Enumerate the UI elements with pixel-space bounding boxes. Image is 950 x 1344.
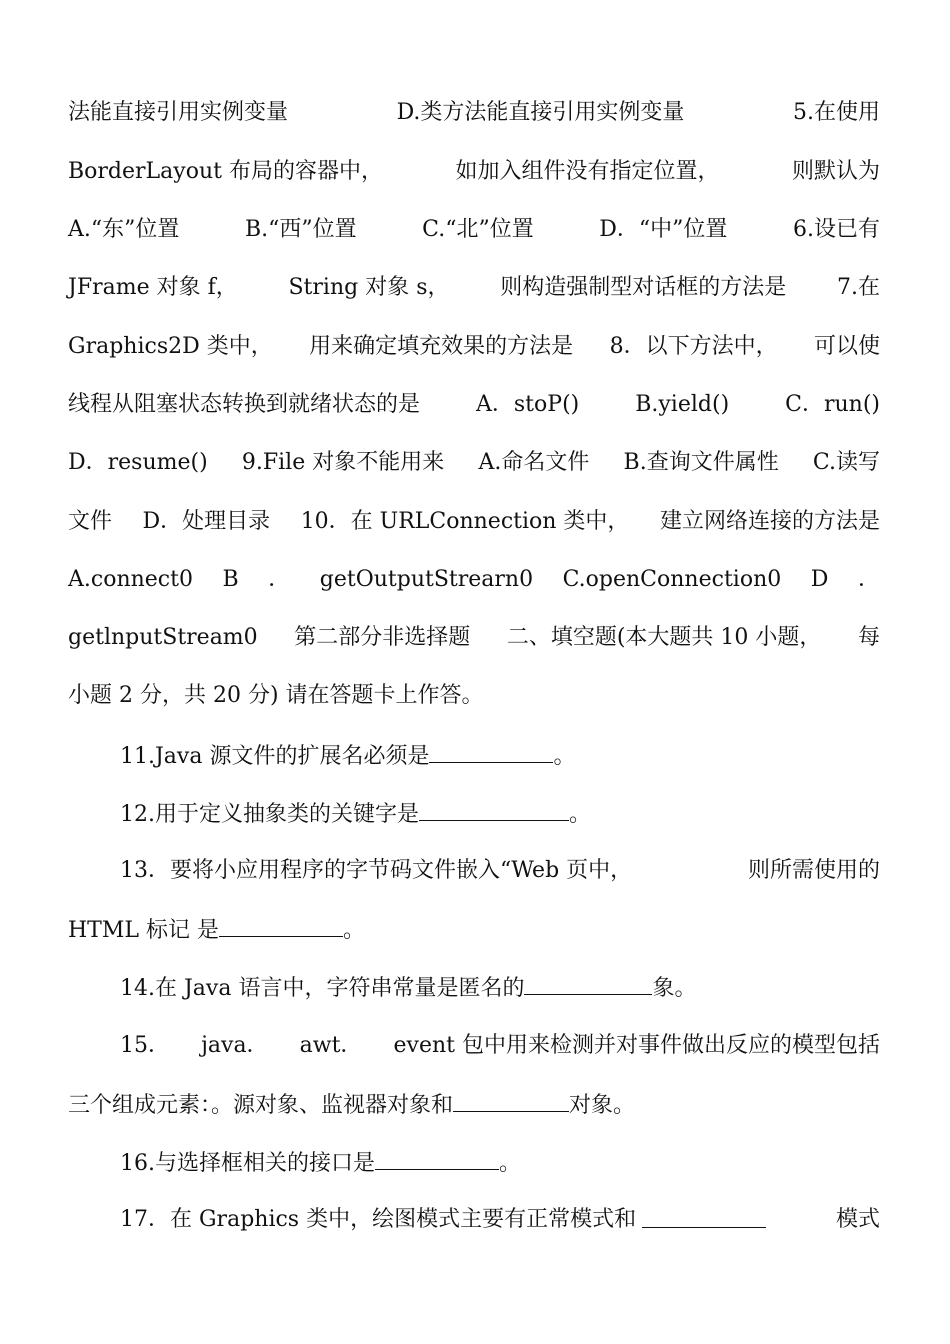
text-segment: 每 [857, 625, 880, 650]
text-segment: BorderLayout 布局的容器中， [68, 159, 383, 184]
question-text: java． [201, 1033, 269, 1058]
text-segment: C.openConnection0 [562, 567, 782, 592]
question-14 [120, 972, 880, 1002]
question-13-continued [68, 914, 880, 944]
question-text: 17．在 Graphics 类中，绘图模式主要有正常模式和 [120, 1207, 637, 1232]
text-segment: C.“北”位置 [422, 217, 534, 242]
answer-blank [453, 1089, 569, 1112]
text-segment: 文件 [68, 509, 113, 534]
question-text: HTML 标记 是 [68, 918, 219, 943]
question-text: 。 [569, 802, 592, 827]
question-11 [120, 740, 880, 770]
text-line [68, 215, 880, 245]
question-text: 12.用于定义抽象类的关键字是 [120, 802, 419, 827]
text-segment: 小题 2 分，共 20 分) 请在答题卡上作答。 [68, 683, 484, 708]
question-text: 模式 [835, 1207, 880, 1232]
text-segment: 建立网络连接的方法是 [659, 509, 880, 534]
question-text: 。 [499, 1151, 522, 1176]
text-segment: A.“东”位置 [68, 217, 180, 242]
answer-blank [524, 972, 652, 995]
question-text: 对象。 [569, 1093, 636, 1118]
question-text: 14.在 Java 语言中，字符串常量是匿名的 [120, 976, 525, 1001]
text-segment: C.读写 [812, 450, 880, 475]
text-segment: A.命名文件 [478, 450, 590, 475]
text-line [68, 273, 880, 303]
question-text: event 包中用来检测并对事件做出反应的模型包括 [393, 1033, 880, 1058]
text-segment: B.“西”位置 [244, 217, 357, 242]
text-segment: Graphics2D 类中， [68, 334, 273, 359]
text-line [68, 98, 880, 128]
question-text: 13．要将小应用程序的字节码文件嵌入“Web 页中， [120, 858, 633, 883]
text-segment: D．resume() [68, 450, 208, 475]
text-line [68, 565, 880, 595]
question-text: 三个组成元素：。源对象、监视器对象和 [68, 1093, 454, 1118]
text-segment: 则构造强制型对话框的方法是 [500, 275, 787, 300]
question-text: 。 [342, 918, 365, 943]
text-line [68, 507, 880, 537]
text-segment: 用来确定填充效果的方法是 [309, 334, 574, 359]
text-segment: 第二部分非选择题 [294, 625, 471, 650]
text-segment: D．“中”位置 [599, 217, 728, 242]
text-segment: 6.设已有 [792, 217, 880, 242]
text-segment: 则默认为 [791, 159, 880, 184]
answer-blank [375, 1147, 499, 1170]
text-segment: A.connect0 [68, 567, 193, 592]
text-segment: JFrame 对象 f， [68, 275, 238, 300]
text-segment: ． [268, 567, 291, 592]
question-text: 11.Java 源文件的扩展名必须是 [120, 744, 430, 769]
text-segment: 法能直接引用实例变量 [68, 100, 289, 125]
text-line [68, 390, 880, 420]
text-line [68, 623, 880, 653]
text-segment: ． [857, 567, 880, 592]
text-segment: D [810, 567, 829, 592]
text-line [68, 681, 880, 711]
question-text: awt． [299, 1033, 363, 1058]
question-text: 15． [120, 1033, 170, 1058]
question-15-continued [68, 1089, 880, 1119]
text-segment: 5.在使用 [793, 100, 880, 125]
question-text: 象。 [652, 976, 697, 1001]
text-line [68, 448, 880, 478]
text-line [68, 332, 880, 362]
text-segment: 8．以下方法中， [609, 334, 778, 359]
text-segment: 二、填空题(本大题共 10 小题， [506, 625, 822, 650]
question-12 [120, 798, 880, 828]
question-text: 16.与选择框相关的接口是 [120, 1151, 375, 1176]
text-segment: D．处理目录 [142, 509, 271, 534]
text-segment: 如加入组件没有指定位置， [455, 159, 720, 184]
question-15 [120, 1031, 880, 1061]
text-segment: 线程从阻塞状态转换到就绪状态的是 [68, 392, 421, 417]
answer-blank [642, 1205, 766, 1228]
text-segment: getOutputStrearn0 [319, 567, 534, 592]
answer-blank [419, 798, 569, 821]
text-segment: 7.在 [837, 275, 880, 300]
text-segment: B [222, 567, 239, 592]
text-segment: B.查询文件属性 [623, 450, 779, 475]
question-text: 则所需使用的 [747, 858, 880, 883]
text-segment: 10．在 URLConnection 类中， [300, 509, 630, 534]
text-segment: getlnputStream0 [68, 625, 258, 650]
question-text: 。 [553, 744, 576, 769]
question-13 [120, 856, 880, 886]
answer-blank [429, 740, 553, 763]
text-segment: B.yield() [635, 392, 730, 417]
text-segment: 9.File 对象不能用来 [241, 450, 445, 475]
answer-blank [219, 914, 343, 937]
text-segment: String 对象 s， [288, 275, 450, 300]
text-segment: D.类方法能直接引用实例变量 [396, 100, 685, 125]
text-segment: 可以使 [813, 334, 880, 359]
question-17 [120, 1205, 880, 1235]
question-16 [120, 1147, 880, 1177]
text-line [68, 157, 880, 187]
text-segment: A．stoP() [476, 392, 580, 417]
text-segment: C．run() [785, 392, 880, 417]
